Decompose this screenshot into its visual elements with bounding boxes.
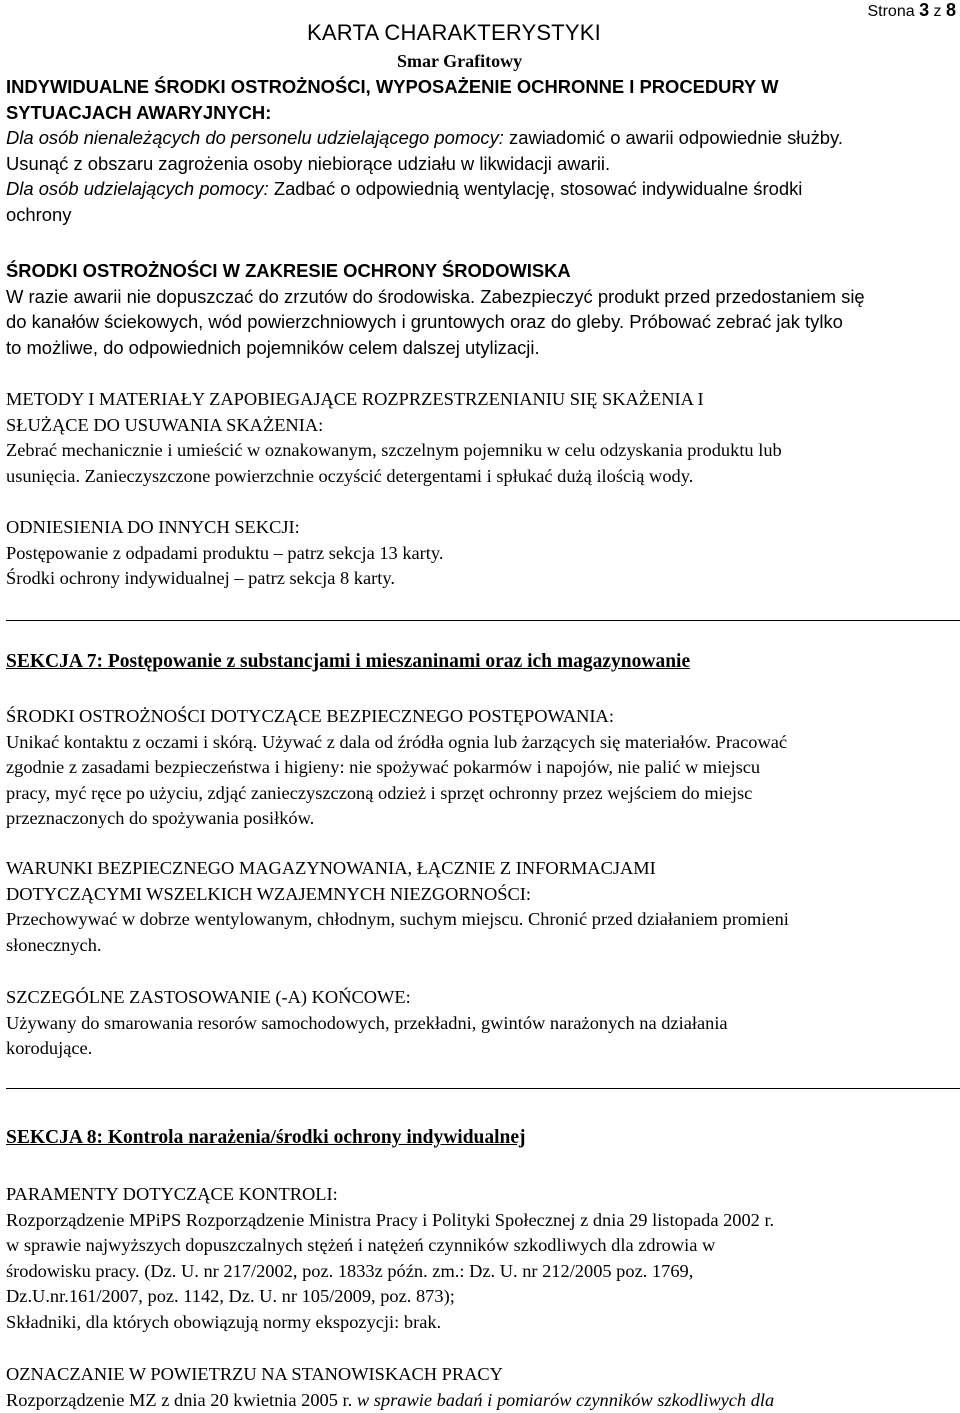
env-text-1b: Zabezpieczyć produkt przed przedostaniem się: [480, 285, 865, 307]
heading-environment: ŚRODKI OSTROŻNOŚCI W ZAKRESIE OCHRONY ŚRODOWISKA: [6, 260, 571, 281]
section-7-heading: SEKCJA 7: Postępowanie z substancjami i mieszaninami oraz ich magazynowanie: [6, 651, 691, 672]
heading-end-use: SZCZEGÓLNE ZASTOSOWANIE (-A) KOŃCOWE:: [6, 987, 411, 1007]
references: [6, 515, 956, 592]
non-emergency-text: zawiadomić o awarii odpowiednie służby.: [509, 127, 843, 148]
section-8-title: [6, 1125, 956, 1151]
methods-text-2: usunięcia. Zanieczyszczone powierzchnie oczyścić detergentami i spłukać dużą ilością wody.: [6, 465, 694, 486]
page-current: 3: [919, 0, 930, 20]
section-7-title: [6, 649, 956, 675]
storage-text-2: słonecznych.: [6, 934, 102, 955]
page-separator: z: [933, 3, 942, 20]
heading-personal-2: SYTUACJACH AWARYJNYCH:: [6, 101, 272, 123]
document-title: KARTA CHARAKTERYSTYKI: [307, 20, 601, 45]
product-name: Smar Grafitowy: [397, 51, 523, 71]
storage-text-1: Przechowywać w dobrze wentylowanym, chłodnym, suchym miejscu. Chronić przed działaniem promieni: [6, 909, 789, 929]
heading-storage-2: DOTYCZĄCYMI WSZELKICH WZAJEMNYCH NIEZGORNOŚCI:: [6, 883, 531, 904]
air-text-b: w sprawie badań i pomiarów czynników szkodliwych dla: [356, 1389, 775, 1410]
containment-methods: [6, 387, 956, 489]
env-text-2b: Próbować zebrać jak tylko: [629, 311, 843, 332]
environmental-precautions: [6, 258, 956, 360]
heading-safe-handling: ŚRODKI OSTROŻNOŚCI DOTYCZĄCE BEZPIECZNEGO POSTĘPOWANIA:: [6, 706, 614, 726]
page-number: [867, 0, 956, 25]
parameters-text-2: w sprawie najwyższych dopuszczalnych stężeń i natężeń czynników szkodliwych dla zdrowia w: [6, 1235, 716, 1255]
safe-text-3: pracy, myć ręce po użyciu, zdjąć zanieczyszczoną odzież i sprzęt ochronny przez wejściem do miejsc: [6, 782, 753, 803]
env-text-2a: do kanałów ściekowych, wód powierzchniowych i gruntowych oraz do gleby.: [6, 311, 625, 332]
control-parameters: [6, 1182, 956, 1335]
personal-precautions: [6, 74, 956, 227]
non-emergency-label: Dla osób nienależących do personelu udzielającego pomocy:: [6, 127, 504, 148]
end-use-text-1: Używany do smarowania resorów samochodowych, przekładni, gwintów narażonych na działania: [6, 1012, 728, 1033]
heading-control-parameters: PARAMENTY DOTYCZĄCE KONTROLI:: [6, 1184, 338, 1204]
heading-air-monitoring: OZNACZANIE W POWIETRZU NA STANOWISKACH PRACY: [6, 1364, 503, 1384]
safe-text-2: zgodnie z zasadami bezpieczeństwa i higieny: nie spożywać pokarmów i napojów, nie palić w miejscu: [6, 757, 761, 777]
safe-text-4: przeznaczonych do spożywania posiłków.: [6, 808, 315, 828]
heading-references: ODNIESIENIA DO INNYCH SEKCJI:: [6, 517, 300, 537]
safe-handling: [6, 704, 956, 832]
safe-text-1: Unikać kontaktu z oczami i skórą. Używać z dala od źródła ognia lub żarzących się materiałów. Pracować: [6, 731, 788, 752]
section-8-heading: SEKCJA 8: Kontrola narażenia/środki ochrony indywidualnej: [6, 1127, 526, 1148]
air-monitoring: [6, 1362, 956, 1413]
reference-1: Postępowanie z odpadami produktu – patrz sekcja 13 karty.: [6, 542, 444, 563]
end-use: [6, 985, 956, 1062]
env-text-3: to możliwe, do odpowiednich pojemników celem dalszej utylizacji.: [6, 336, 540, 358]
heading-personal-1: INDYWIDUALNE ŚRODKI OSTROŻNOŚCI, WYPOSAŻENIE OCHRONNE I PROCEDURY W: [6, 76, 779, 97]
heading-methods-1: METODY I MATERIAŁY ZAPOBIEGAJĄCE ROZPRZESTRZENIANIU SIĘ SKAŻENIA I: [6, 389, 704, 409]
air-text-a: Rozporządzenie MZ z dnia 20 kwietnia 2005 r.: [6, 1389, 353, 1410]
parameters-text-3: środowisku pracy. (Dz. U. nr 217/2002, poz. 1833z późn. zm.: Dz. U. nr 212/2005 poz. 1769,: [6, 1260, 694, 1281]
page-label: Strona: [867, 3, 915, 20]
responders-text: Zadbać o odpowiednią wentylację, stosować indywidualne środki: [273, 178, 803, 199]
parameters-text-1: Rozporządzenie MPiPS Rozporządzenie Ministra Pracy i Polityki Społecznej z dnia 29 listopada 2002 r.: [6, 1209, 775, 1230]
storage-conditions: [6, 856, 956, 958]
evacuation-text: Usunąć z obszaru zagrożenia osoby niebiorące udziału w likwidacji awarii.: [6, 152, 611, 174]
section-divider: [6, 1088, 960, 1089]
heading-storage-1: WARUNKI BEZPIECZNEGO MAGAZYNOWANIA, ŁĄCZNIE Z INFORMACJAMI: [6, 858, 656, 878]
end-use-text-2: korodujące.: [6, 1038, 93, 1058]
parameters-text-4: Dz.U.nr.161/2007, poz. 1142, Dz. U. nr 105/2009, poz. 873);: [6, 1286, 455, 1306]
responders-text-end: ochrony: [6, 203, 72, 225]
section-divider: [6, 620, 960, 621]
methods-text-1: Zebrać mechanicznie i umieścić w oznakowanym, szczelnym pojemniku w celu odzyskania produktu lub: [6, 440, 782, 460]
page-total: 8: [945, 0, 956, 20]
heading-methods-2: SŁUŻĄCE DO USUWANIA SKAŻENIA:: [6, 414, 324, 435]
responders-label: Dla osób udzielających pomocy:: [6, 178, 269, 199]
parameters-text-5: Składniki, dla których obowiązują normy ekspozycji: brak.: [6, 1311, 442, 1332]
reference-2: Środki ochrony indywidualnej – patrz sekcja 8 karty.: [6, 568, 395, 588]
env-text-1a: W razie awarii nie dopuszczać do zrzutów do środowiska.: [6, 285, 476, 307]
